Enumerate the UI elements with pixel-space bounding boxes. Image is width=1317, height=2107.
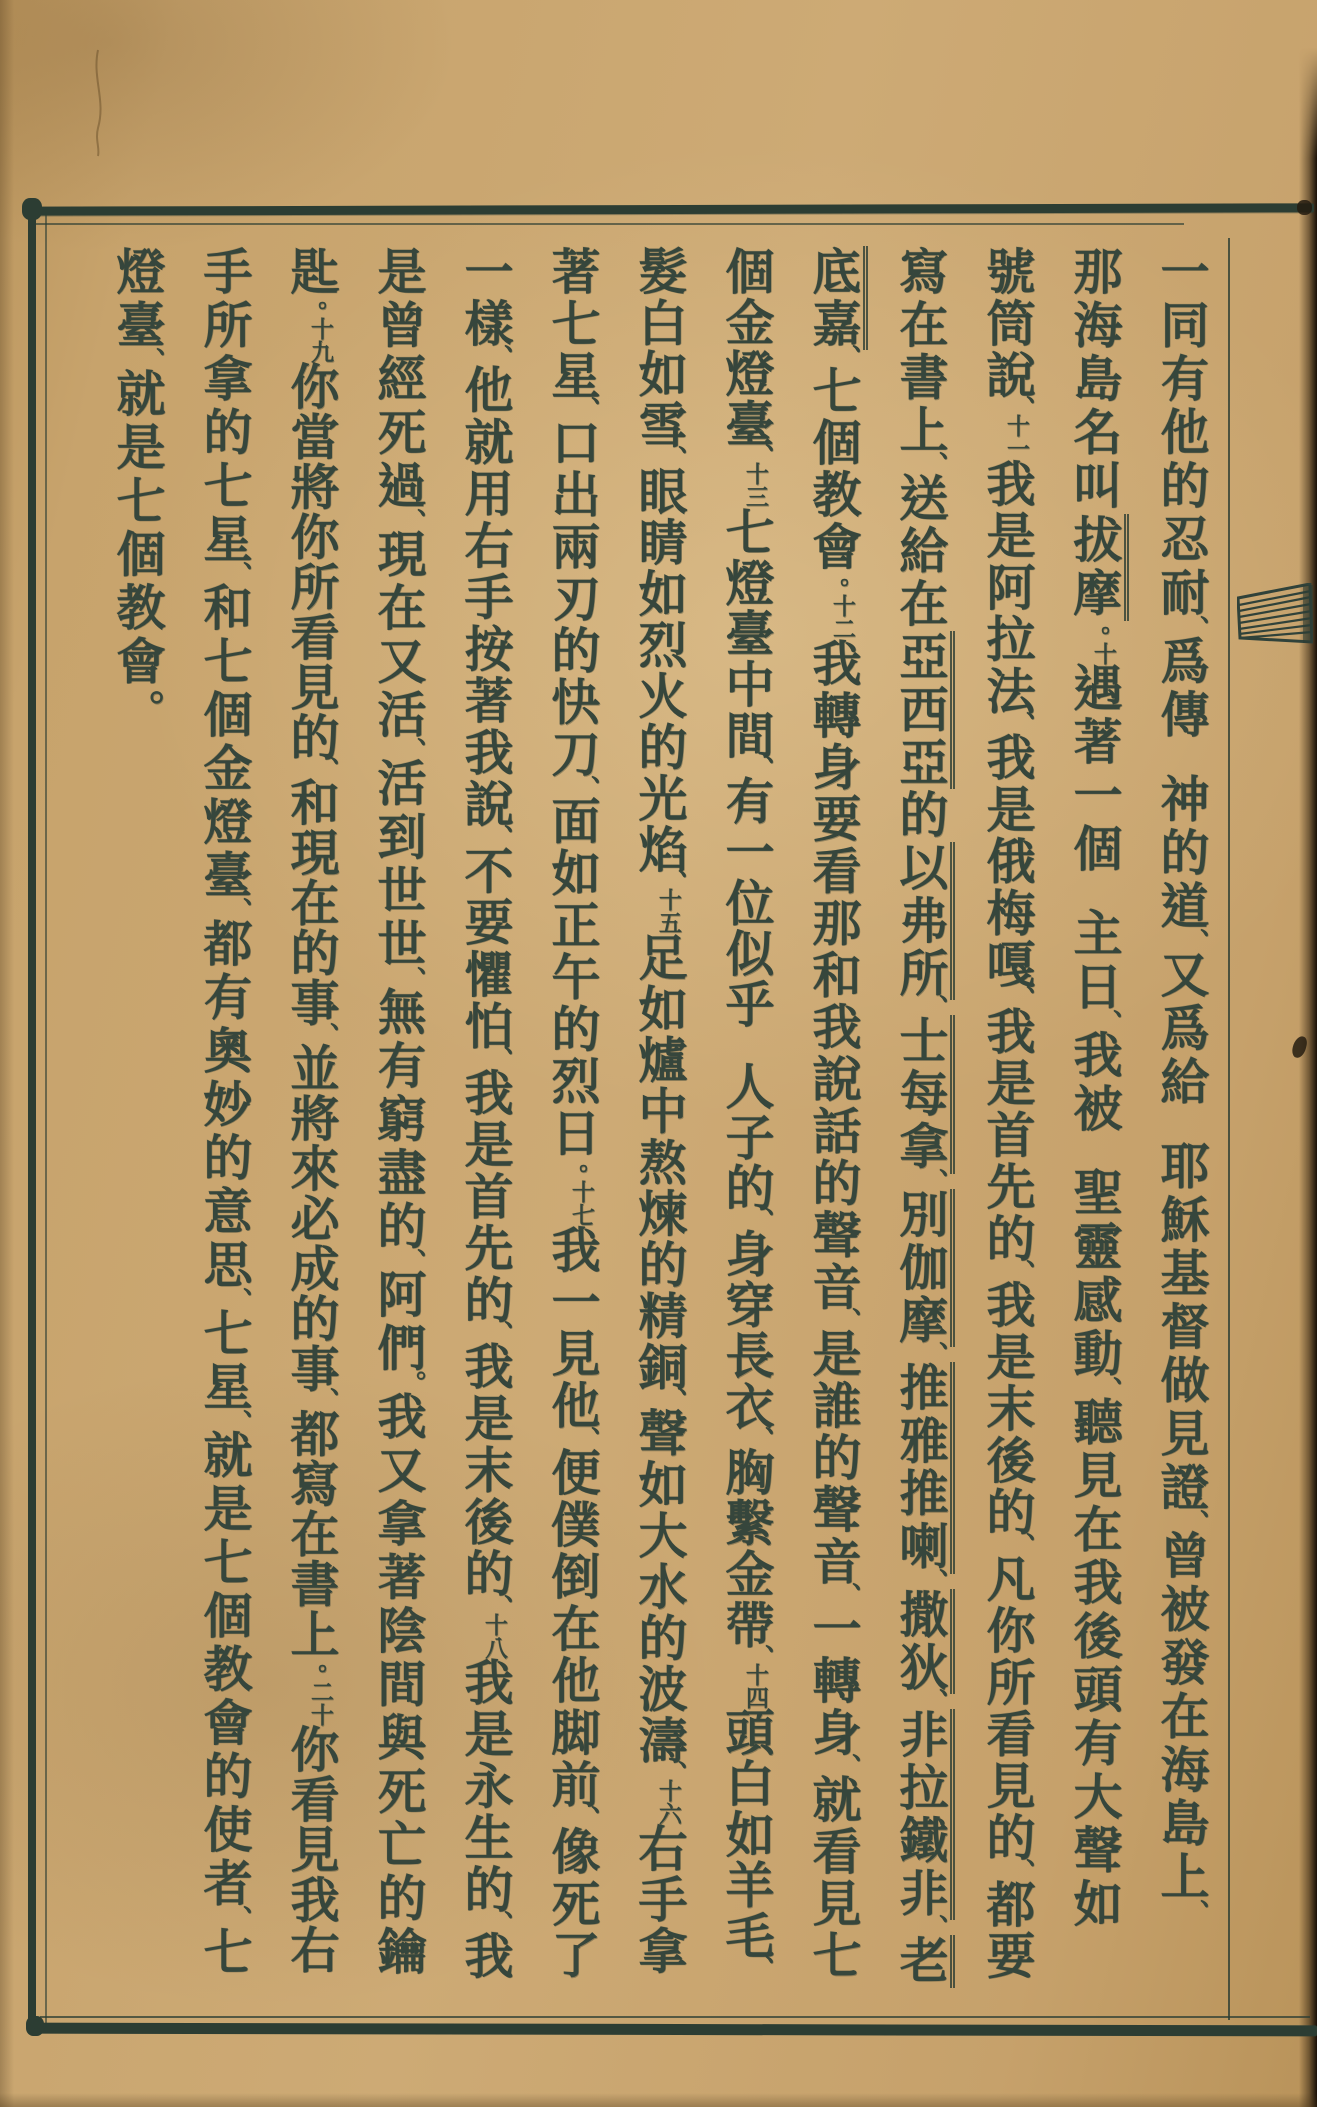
punctuation-mark: 、	[918, 1688, 948, 1716]
punctuation-mark: 、	[483, 343, 513, 371]
punctuation-mark: 、	[918, 1167, 948, 1195]
punctuation-mark: 、	[918, 1914, 948, 1942]
frame-border-top-inner	[34, 223, 1184, 225]
punctuation-mark: 、	[396, 736, 426, 764]
punctuation-mark: 、	[657, 869, 687, 897]
punctuation-mark: 、	[918, 994, 948, 1022]
punctuation-mark: 、	[483, 1320, 513, 1347]
punctuation-mark: 、	[918, 451, 948, 479]
verse-number: 十一	[1004, 414, 1029, 461]
text-column-3: 號筒說、十一我是阿拉法、我是俄梅嘎、我是首先的、我是末後的、凡你所看見的、都要	[980, 246, 1035, 1983]
frame-border-left-inner	[45, 212, 47, 2028]
text-column-11: 匙。十九你當將你所看見的、和現在的事、並將來必成的事、都寫在書上。二十你看見我右	[284, 246, 339, 1975]
punctuation-mark: 、	[831, 1752, 861, 1780]
punctuation-mark: 、	[1005, 984, 1035, 1012]
page-edge-shadow-right	[1299, 48, 1317, 2107]
verse-number: 十五	[656, 888, 681, 935]
punctuation-mark: 、	[744, 754, 774, 782]
punctuation-mark: 、	[1179, 1898, 1209, 1926]
verse-number: 。十七	[569, 1157, 594, 1227]
punctuation-mark: 、	[744, 1207, 774, 1235]
punctuation-mark: 、	[744, 1955, 774, 1983]
punctuation-mark: 、	[1179, 614, 1209, 642]
proper-name-mark: 亞西亞	[893, 631, 955, 789]
punctuation-mark: 、	[570, 1426, 600, 1454]
punctuation-mark: 、	[309, 1021, 339, 1049]
proper-name-mark: 老	[893, 1935, 955, 1988]
page-edge-shadow-left	[0, 0, 14, 2107]
punctuation-mark: 、	[918, 1341, 948, 1369]
verse-number: 十八	[482, 1612, 507, 1659]
verse-number: 。十二	[830, 570, 855, 640]
verse-number: 。十	[1091, 618, 1116, 665]
text-column-13: 燈臺、就是七個教會。	[110, 246, 165, 729]
punctuation-mark: 、	[309, 755, 339, 783]
text-column-12: 手所拿的七星、和七個金燈臺、都有奧妙的意思、七星、就是七個教會的使者、七	[197, 246, 252, 1980]
punctuation-mark: 、	[396, 965, 426, 993]
punctuation-mark: 、	[1179, 928, 1209, 955]
punctuation-mark: 、	[222, 897, 252, 924]
punctuation-mark: 、	[483, 1046, 513, 1074]
punctuation-mark: 、	[222, 1286, 252, 1314]
text-column-7: 髮白如雪、眼睛如烈火的光焰、十五足如爐中熬煉的精銅、聲如大水的波濤、十六右手拿	[632, 246, 687, 1977]
punctuation-mark: 、	[1092, 1375, 1122, 1403]
punctuation-mark: 、	[1092, 1008, 1122, 1036]
verse-number: 。十九	[308, 294, 333, 364]
punctuation-mark: 、	[396, 1248, 426, 1275]
proper-name-mark: 非拉鐵非	[893, 1709, 955, 1920]
punctuation-mark: 。	[120, 689, 165, 729]
punctuation-mark: 、	[831, 1581, 861, 1609]
text-column-9: 一樣、他就用右手按著我說、不要懼怕、我是首先的、我是末後的、十八我是永生的、我	[458, 246, 513, 1983]
punctuation-mark: 、	[570, 395, 600, 423]
punctuation-mark: 、	[1005, 1857, 1035, 1885]
punctuation-mark: 、	[1005, 395, 1035, 423]
punctuation-mark: 、	[744, 443, 774, 471]
frame-rule-right	[1228, 238, 1230, 2020]
punctuation-mark: 、	[744, 1425, 774, 1453]
ink-smudge	[1297, 200, 1312, 215]
hatched-ornament	[1237, 583, 1313, 651]
page-edge-shadow-bottom	[0, 2093, 1317, 2107]
honorific-space	[745, 1030, 747, 1061]
frame-corner-top-left	[22, 198, 42, 220]
punctuation-mark: 、	[396, 507, 426, 535]
scripture-text-block	[64, 246, 1210, 2026]
punctuation-mark: 、	[222, 561, 252, 588]
frame-border-left	[28, 203, 36, 2035]
frame-corner-bottom-left	[26, 2016, 44, 2036]
punctuation-mark: 、	[570, 1804, 600, 1832]
punctuation-mark: 、	[222, 1905, 252, 1932]
proper-name-mark: 推雅推喇	[893, 1362, 955, 1573]
punctuation-mark: 、	[657, 1759, 687, 1787]
proper-name-mark: 撒狄	[893, 1589, 955, 1695]
text-column-5: 底嘉、七個教會。十二我轉身要看那和我說話的聲音、是誰的聲音、一轉身、就看見七	[804, 246, 862, 2026]
text-column-8: 著七星、口出兩刃的快刀、面如正午的烈日。十七我一見他、便僕倒在他脚前、像死了	[545, 246, 600, 1982]
text-column-4: 寫在書上、送給在亞西亞的以弗所、士每拿、別伽摩、推雅推喇、撒狄、非拉鐵非、老	[891, 246, 949, 2026]
punctuation-mark: 、	[831, 1307, 861, 1335]
honorific-space	[1093, 1137, 1095, 1168]
punctuation-mark: 、	[570, 774, 600, 802]
punctuation-mark: 。	[396, 1370, 426, 1397]
punctuation-mark: 、	[135, 347, 165, 374]
text-column-2: 那海島名叫拔摩。十遇著一個主日、我被聖靈感動、聽見在我後頭有大聲如	[1065, 246, 1123, 2026]
punctuation-mark: 、	[483, 1593, 513, 1621]
paper-crease-mark	[74, 42, 134, 162]
text-column-6: 個金燈臺、十三七燈臺中間、有一位似乎人子的、身穿長衣、胸繫金帶、十四頭白如羊毛、	[719, 246, 774, 1983]
proper-name-mark: 以弗所	[893, 842, 955, 1000]
punctuation-mark: 、	[657, 1386, 687, 1414]
punctuation-mark: 、	[1005, 711, 1035, 738]
proper-name-mark: 底嘉	[806, 246, 868, 350]
text-column-1: 一同有他的忍耐、爲傳神的道、又爲給耶穌基督做見證、曾被發在海島上、	[1154, 246, 1209, 1926]
verse-number: 十三	[743, 462, 768, 509]
verse-number: 十六	[656, 1778, 681, 1825]
verse-number: 。二十	[308, 1656, 333, 1726]
punctuation-mark: 、	[309, 1387, 339, 1415]
proper-name-mark: 別伽摩	[893, 1189, 955, 1347]
punctuation-mark: 、	[831, 343, 861, 371]
punctuation-mark: 、	[483, 1909, 513, 1937]
verse-number: 十四	[743, 1663, 768, 1710]
punctuation-mark: 、	[222, 1408, 252, 1436]
punctuation-mark: 、	[657, 444, 687, 472]
honorific-space	[1180, 1110, 1182, 1141]
punctuation-mark: 、	[1005, 1532, 1035, 1560]
punctuation-mark: 、	[1005, 1258, 1035, 1286]
proper-name-mark: 拔摩	[1067, 514, 1129, 621]
proper-name-mark: 士每拿	[893, 1015, 955, 1173]
text-column-10: 是曾經死過、現在又活、活到世世、無有窮盡的、阿們。我又拿著陰間與死亡的鑰	[371, 246, 426, 1980]
honorific-space	[1093, 877, 1095, 908]
frame-border-top	[26, 203, 1314, 215]
punctuation-mark: 、	[744, 1644, 774, 1672]
honorific-space	[1180, 743, 1182, 774]
punctuation-mark: 、	[483, 824, 513, 852]
punctuation-mark: 、	[918, 1567, 948, 1595]
punctuation-mark: 、	[1179, 1509, 1209, 1536]
